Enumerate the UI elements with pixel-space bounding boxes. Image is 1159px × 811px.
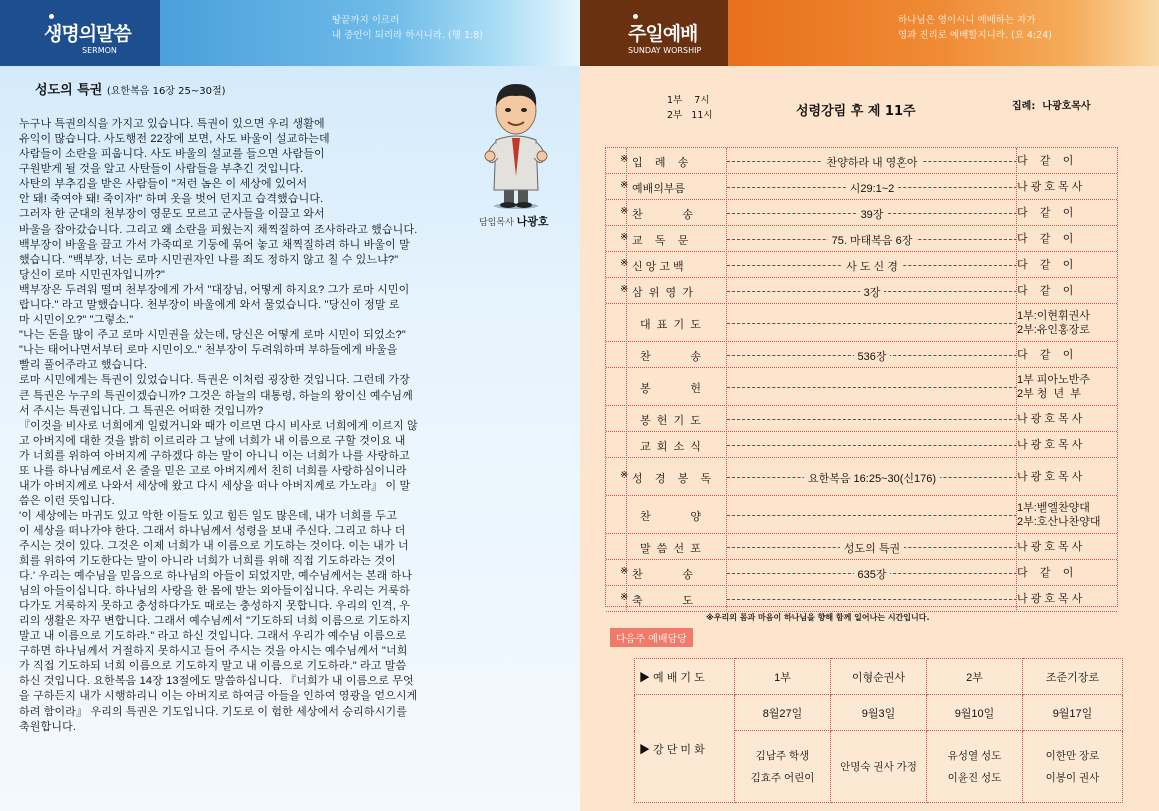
order-item-leader: 다 같 이	[1017, 207, 1074, 219]
pastor-caricature-icon	[478, 80, 554, 210]
table-cell: 8월27일	[735, 695, 831, 731]
leader-line	[727, 445, 1017, 446]
order-row	[606, 226, 1117, 252]
order-row	[606, 174, 1117, 200]
standing-mark: ※	[620, 258, 629, 269]
pastor-role: 담임목사	[479, 218, 514, 228]
order-item-leader: 다 같 이	[1017, 567, 1074, 579]
sermon-line: 하신 것입니다. 요한복음 14장 13절에도 말씀하십니다. 『너희가 내 이름으로 무엇	[19, 675, 414, 688]
standing-mark: ※	[620, 180, 629, 191]
order-row	[606, 278, 1117, 304]
order-row	[606, 148, 1117, 174]
sermon-verse-line-2: 내 증인이 되리라 하시니라. (행 1:8)	[332, 30, 483, 41]
sermon-line: 빨리 풀어주라고 했습니다.	[19, 359, 148, 372]
sermon-line: 다.' 우리는 예수님을 믿음으로 하나님의 아들이 되었지만, 예수님께서는 본래 하나	[19, 570, 413, 583]
order-item-leader: 1부:벧엘찬양대 2부:호산나찬양대	[1017, 502, 1101, 528]
sermon-header-verse	[332, 13, 483, 43]
service-officiant: 집례: 나광호목사	[1012, 101, 1091, 112]
table-cell: 유성열 성도 이윤진 성도	[927, 731, 1023, 803]
sermon-line: 백부장은 두려워 떨며 천부장에게 가서 "대장님, 어떻게 하지요? 그가 로마 시민이	[19, 284, 410, 297]
sermon-title	[35, 79, 226, 98]
worship-header-verse	[898, 13, 1052, 43]
sermon-line: 사람들이 소란을 피웁니다. 사도 바울의 설교를 들으면 사람들이	[19, 148, 325, 161]
order-row	[606, 368, 1117, 406]
order-item-leader: 나 광 호 목 사	[1017, 471, 1083, 483]
sermon-line: 내가 아버지께로 나와서 세상에 왔고 다시 세상을 떠나 아버지께로 가노라』 이 말	[19, 479, 411, 492]
order-item-name: 입 례 송	[632, 157, 689, 169]
order-row	[606, 200, 1117, 226]
sermon-line: 이 세상을 떠나가야 한다. 그래서 하나님께서 성령을 보내 주신다. 그리고 하나 더	[19, 524, 406, 537]
leader-line	[727, 419, 1017, 420]
sermon-line: 『이것을 비사로 너희에게 일렀거니와 때가 이르면 다시 비사로 너희에게 이르지 않	[19, 419, 418, 432]
order-row	[606, 458, 1117, 496]
order-item-content: 3장	[727, 284, 1017, 300]
sermon-line: 님의 아들이십니다. 하나님의 사랑을 한 몸에 받는 외아들이십니다. 우리는 거룩하	[19, 585, 410, 598]
worship-header-subtitle: SUNDAY WORSHIP	[628, 46, 702, 55]
order-item-name: 예배의부름	[632, 183, 686, 195]
sermon-line: 큰 특권은 누구의 특권이겠습니까? 그것은 하늘의 대통령, 하늘의 왕이신 예수님께	[19, 389, 413, 402]
sermon-line: 구하면 하나님께서 거절하지 못하시고 들어 주시는 것을 아시는 예수님께서 "너희	[19, 645, 408, 658]
sermon-line: 다가도 거룩하지 못하고 충성하다가도 때로는 충성하지 못합니다. 우리의 인격, 우	[19, 600, 410, 613]
sermon-line: 구원받게 될 것을 알고 사탄들이 사람들을 부추긴 것입니다.	[19, 163, 304, 176]
sermon-header	[0, 0, 580, 66]
order-item-name: 삼 위 영 가	[632, 287, 693, 299]
order-item-content: 536장	[727, 348, 1017, 364]
table-cell: ▶ 강 단 미 화	[635, 695, 735, 803]
order-item-name: 봉 헌	[640, 383, 701, 395]
table-cell: 조준기장로	[1023, 659, 1123, 695]
sermon-line: 하려 함이라』 우리의 특권은 기도입니다. 기도로 이 험한 세상에서 승리하시기를	[19, 705, 408, 718]
order-item-leader: 1부 피아노반주 2부 청 년 부	[1017, 374, 1090, 400]
order-item-leader: 1부:이현휘권사 2부:유인홍장로	[1017, 310, 1090, 336]
sermon-line: 바울을 잡아갔습니다. 그리고 왜 소란을 피웠는지 채찍질하여 조사하라고 했습니다.	[19, 224, 418, 236]
leader-line	[727, 323, 1017, 324]
service-times	[667, 93, 713, 123]
table-cell: 이형순권사	[831, 659, 927, 695]
order-item-name: 신 앙 고 백	[632, 261, 684, 273]
order-item-name: 교 독 문	[632, 235, 689, 247]
order-item-name: 교 회 소 식	[640, 441, 701, 453]
order-item-content: 요한복음 16:25~30(신176)	[727, 470, 1017, 486]
order-item-leader: 나 광 호 목 사	[1017, 439, 1083, 451]
order-row	[606, 252, 1117, 278]
order-row	[606, 432, 1117, 458]
order-column-divider	[1016, 148, 1017, 612]
order-row	[606, 560, 1117, 586]
standing-mark: ※	[620, 206, 629, 217]
order-item-content: 75. 마태복음 6장	[727, 232, 1017, 248]
next-week-table	[634, 658, 1123, 803]
sermon-line: 당신이 로마 시민권자입니까?"	[19, 269, 166, 282]
sermon-line: 그러자 한 군대의 천부장이 영문도 모르고 군사들을 이끌고 와서	[19, 208, 325, 221]
order-item-name: 대 표 기 도	[640, 319, 701, 331]
sermon-line: 가 직접 기도하되 너희 이름으로 기도하지 말고 내 이름으로 기도하라." 라고 말씀	[19, 660, 407, 673]
worship-header-banner	[728, 0, 1159, 66]
order-item-content: 성도의 특권	[727, 540, 1017, 556]
leader-line	[727, 387, 1017, 388]
table-cell: 9월10일	[927, 695, 1023, 731]
order-item-name: 말 씀 선 포	[640, 543, 701, 555]
order-row	[606, 342, 1117, 368]
sermon-line: 가 너희를 위하여 아버지께 구하겠다 하는 말이 아니니 이는 너희가 나를 사랑하고	[19, 449, 410, 462]
order-item-name: 찬 송	[632, 569, 693, 581]
table-cell: 1부	[735, 659, 831, 695]
leader-line	[727, 515, 1017, 516]
sermon-line: 유익이 많습니다. 사도행전 22장에 보면, 사도 바울이 설교하는데	[19, 133, 330, 146]
sermon-line: 축원합니다.	[19, 720, 77, 733]
standing-mark: ※	[620, 592, 629, 603]
order-row	[606, 304, 1117, 342]
sermon-line: 리의 생활은 자꾸 변합니다. 그래서 예수님께서 "기도하되 너희 이름으로 기도하지	[19, 615, 411, 628]
worship-header-label-box	[580, 0, 728, 66]
sermon-line: 사탄의 부추김을 받은 사람들이 "저런 놈은 이 세상에 있어서	[19, 178, 308, 191]
standing-mark: ※	[620, 154, 629, 165]
sermon-header-title: 생명의말씀	[44, 23, 131, 45]
worship-verse-line-1: 하나님은 영이시니 예배하는 자가	[898, 15, 1036, 26]
pastor-caption	[479, 213, 549, 229]
order-row	[606, 406, 1117, 432]
order-item-name: 찬 송	[640, 351, 701, 363]
sermon-line: 로마 시민에게는 특권이 있었습니다. 특권은 이처럼 굉장한 것입니다. 그런데 가장	[19, 374, 410, 387]
order-column-divider	[726, 148, 727, 612]
service-time-1: 1부 7시	[667, 95, 710, 106]
order-item-leader: 나 광 호 목 사	[1017, 593, 1083, 605]
order-item-leader: 다 같 이	[1017, 155, 1074, 167]
sermon-body-intro	[19, 117, 330, 222]
order-of-worship	[605, 147, 1118, 607]
sermon-line: 안 돼! 죽여야 돼! 죽이자!" 하며 옷을 벗어 던지고 습격했습니다.	[19, 193, 324, 206]
standing-mark: ※	[620, 470, 629, 481]
order-item-leader: 다 같 이	[1017, 285, 1074, 297]
sermon-line: 누구나 특권의식을 가지고 있습니다. 특권이 있으면 우리 생활에	[19, 118, 325, 130]
order-item-name: 찬 양	[640, 511, 701, 523]
order-item-leader: 다 같 이	[1017, 349, 1074, 361]
sermon-line: 했습니다. "백부장, 너는 로마 시민권자인 나를 죄도 정하지 않고 칠 수 있느냐?"	[19, 254, 399, 267]
worship-verse-line-2: 영과 진리로 예배할지니라. (요 4:24)	[898, 30, 1052, 41]
sermon-line: 마 시민이오?" "그렇소."	[19, 314, 134, 327]
sermon-line: "나는 돈을 많이 주고 로마 시민권을 샀는데, 당신은 어떻게 로마 시민이 되었소?"	[19, 329, 406, 342]
order-item-content: 사 도 신 경	[727, 258, 1017, 274]
leader-line	[727, 599, 1017, 600]
worship-header-title: 주일예배	[628, 23, 698, 45]
sermon-line: 을 구하든지 내가 시행하리니 이는 아버지로 하여금 아들을 인하여 영광을 얻으시게	[19, 690, 418, 703]
order-item-content: 찬양하라 내 영혼아	[727, 154, 1017, 170]
service-title: 성령강림 후 제 11주	[796, 104, 916, 119]
order-item-leader: 다 같 이	[1017, 233, 1074, 245]
sermon-line: 희를 위하여 기도한다는 말이 아니라 너희가 너희를 위해 직접 기도하라는 것이	[19, 555, 396, 568]
sermon-line: '이 세상에는 마귀도 있고 악한 이들도 있고 힘든 일도 많은데, 내가 너희를 두고	[19, 509, 397, 522]
sermon-verse-line-1: 땅끝까지 이르러	[332, 15, 400, 26]
table-row	[635, 659, 1123, 695]
sermon-line: "나는 태어나면서부터 로마 시민이오." 천부장이 두려워하며 부하들에게 바울을	[19, 344, 398, 357]
sermon-line: 또 나를 하나님께로서 온 줄을 믿은 고로 아버지께서 친히 너희를 사랑하심이니라	[19, 464, 407, 477]
order-row	[606, 534, 1117, 560]
table-cell: 이한만 장로 이봉이 권사	[1023, 731, 1123, 803]
sermon-line: 서 주시는 특권입니다. 그 특권은 어떠한 것입니까?	[19, 404, 264, 417]
table-cell: 안명숙 권사 가정	[831, 731, 927, 803]
sermon-line: 말고 내 이름으로 기도하라." 라고 하신 것입니다. 그래서 우리가 예수님 이름으로	[19, 630, 407, 643]
order-item-leader: 나 광 호 목 사	[1017, 181, 1083, 193]
sermon-line: 백부장이 바울을 끌고 가서 가죽띠로 기둥에 묶어 놓고 채찍질하려 하니 바울이 말	[19, 239, 410, 252]
service-time-2: 2부 11시	[667, 110, 713, 121]
order-item-content: 시29:1~2	[727, 180, 1017, 196]
table-cell: 9월3일	[831, 695, 927, 731]
worship-header	[580, 0, 1159, 66]
order-item-name: 축 도	[632, 595, 693, 607]
sermon-header-banner	[160, 0, 580, 66]
sermon-line: 고 아버지에 대한 것을 밝히 이르리라 그 날에 너희가 내 이름으로 구할 것이요 내	[19, 434, 406, 447]
order-item-name: 성 경 봉 독	[632, 473, 712, 485]
order-column-divider	[626, 148, 627, 612]
order-item-content: 39장	[727, 206, 1017, 222]
sermon-title-text: 성도의 특권	[35, 83, 103, 98]
table-row	[635, 695, 1123, 731]
table-cell: 김남주 학생 김효주 어린이	[735, 731, 831, 803]
sermon-body	[19, 223, 418, 735]
order-item-name: 봉 헌 기 도	[640, 415, 701, 427]
order-note: ※우리의 몸과 마음이 하나님을 향해 함께 일어나는 시간입니다.	[706, 613, 930, 622]
sermon-header-label-box	[0, 0, 160, 66]
worship-page	[580, 0, 1159, 811]
standing-mark: ※	[620, 232, 629, 243]
order-item-content: 635장	[727, 566, 1017, 582]
sermon-scripture-ref: (요한복음 16장 25~30절)	[106, 86, 226, 97]
table-cell: 9월17일	[1023, 695, 1123, 731]
table-cell: 2부	[927, 659, 1023, 695]
table-cell: ▶ 예 배 기 도	[635, 659, 735, 695]
order-item-name: 찬 송	[632, 209, 693, 221]
sermon-line: 씀은 이런 뜻입니다.	[19, 494, 115, 507]
next-week-label: 다음주 예배담당	[610, 628, 693, 647]
order-item-leader: 나 광 호 목 사	[1017, 413, 1083, 425]
pastor-name: 나광호	[516, 215, 549, 228]
order-item-leader: 나 광 호 목 사	[1017, 541, 1083, 553]
order-item-leader: 다 같 이	[1017, 259, 1074, 271]
standing-mark: ※	[620, 566, 629, 577]
sermon-header-subtitle: SERMON	[82, 46, 117, 55]
standing-mark: ※	[620, 284, 629, 295]
sermon-line: 랍니다." 라고 말했습니다. 천부장이 바울에게 와서 물었습니다. "당신이 정말 로	[19, 299, 400, 312]
order-row	[606, 496, 1117, 534]
sermon-line: 주시는 것이 있다. 그것은 이제 너희가 내 이름으로 기도하는 것이다. 이는 내가 너	[19, 539, 409, 552]
order-row	[606, 586, 1117, 612]
